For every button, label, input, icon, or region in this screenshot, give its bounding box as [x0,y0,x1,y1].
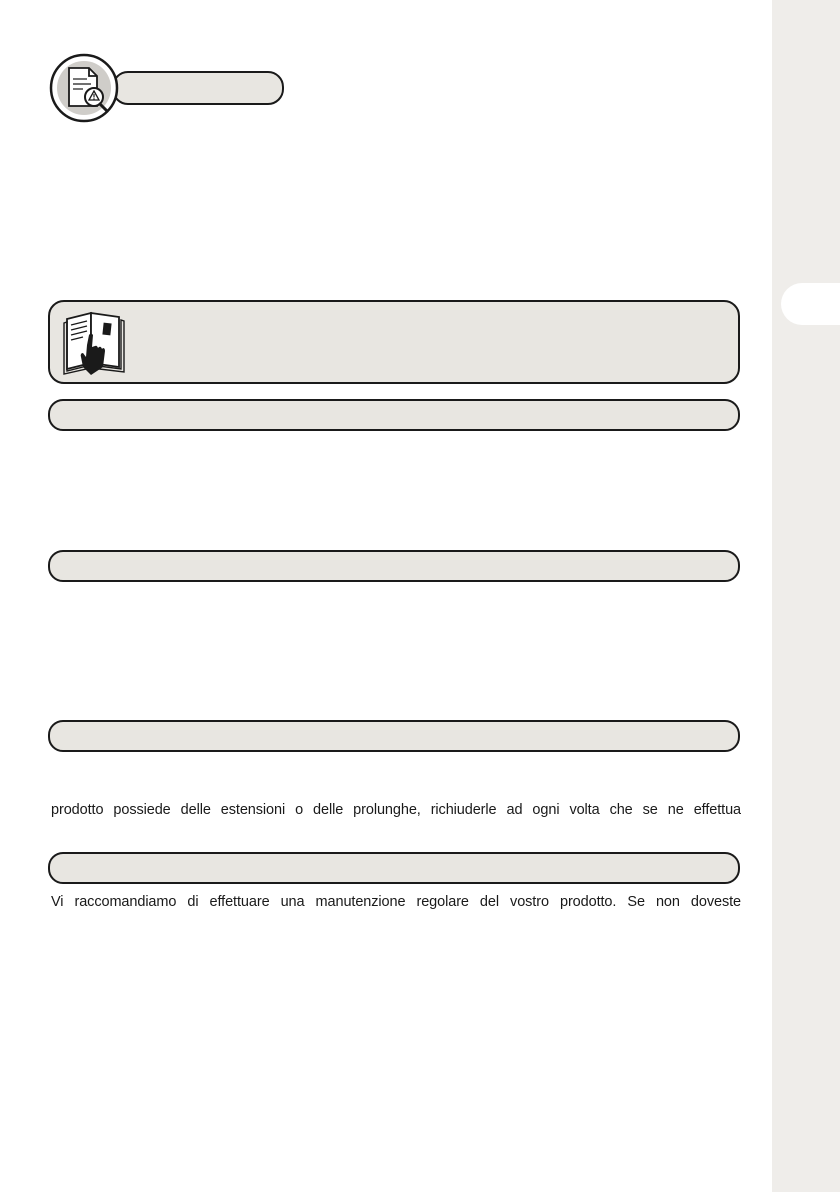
section-3-text-line: prodotto possiede delle estensioni o delle prolunghe, richiuderle ad ogni volta che se ne effettua [51,802,741,818]
header-title-pill [112,71,284,105]
section-bar-3 [48,720,740,752]
manual-book-hand-icon [61,305,131,378]
section-bar-4 [48,852,740,884]
section-bar-2 [48,550,740,582]
info-box [48,300,740,384]
side-tab [781,283,840,325]
document-warning-magnifier-icon [47,52,125,126]
section-4-text-line: Vi raccomandiamo di effettuare una manutenzione regolare del vostro prodotto. Se non doveste [51,894,741,910]
side-margin [772,0,840,1192]
section-bar-1 [48,399,740,431]
